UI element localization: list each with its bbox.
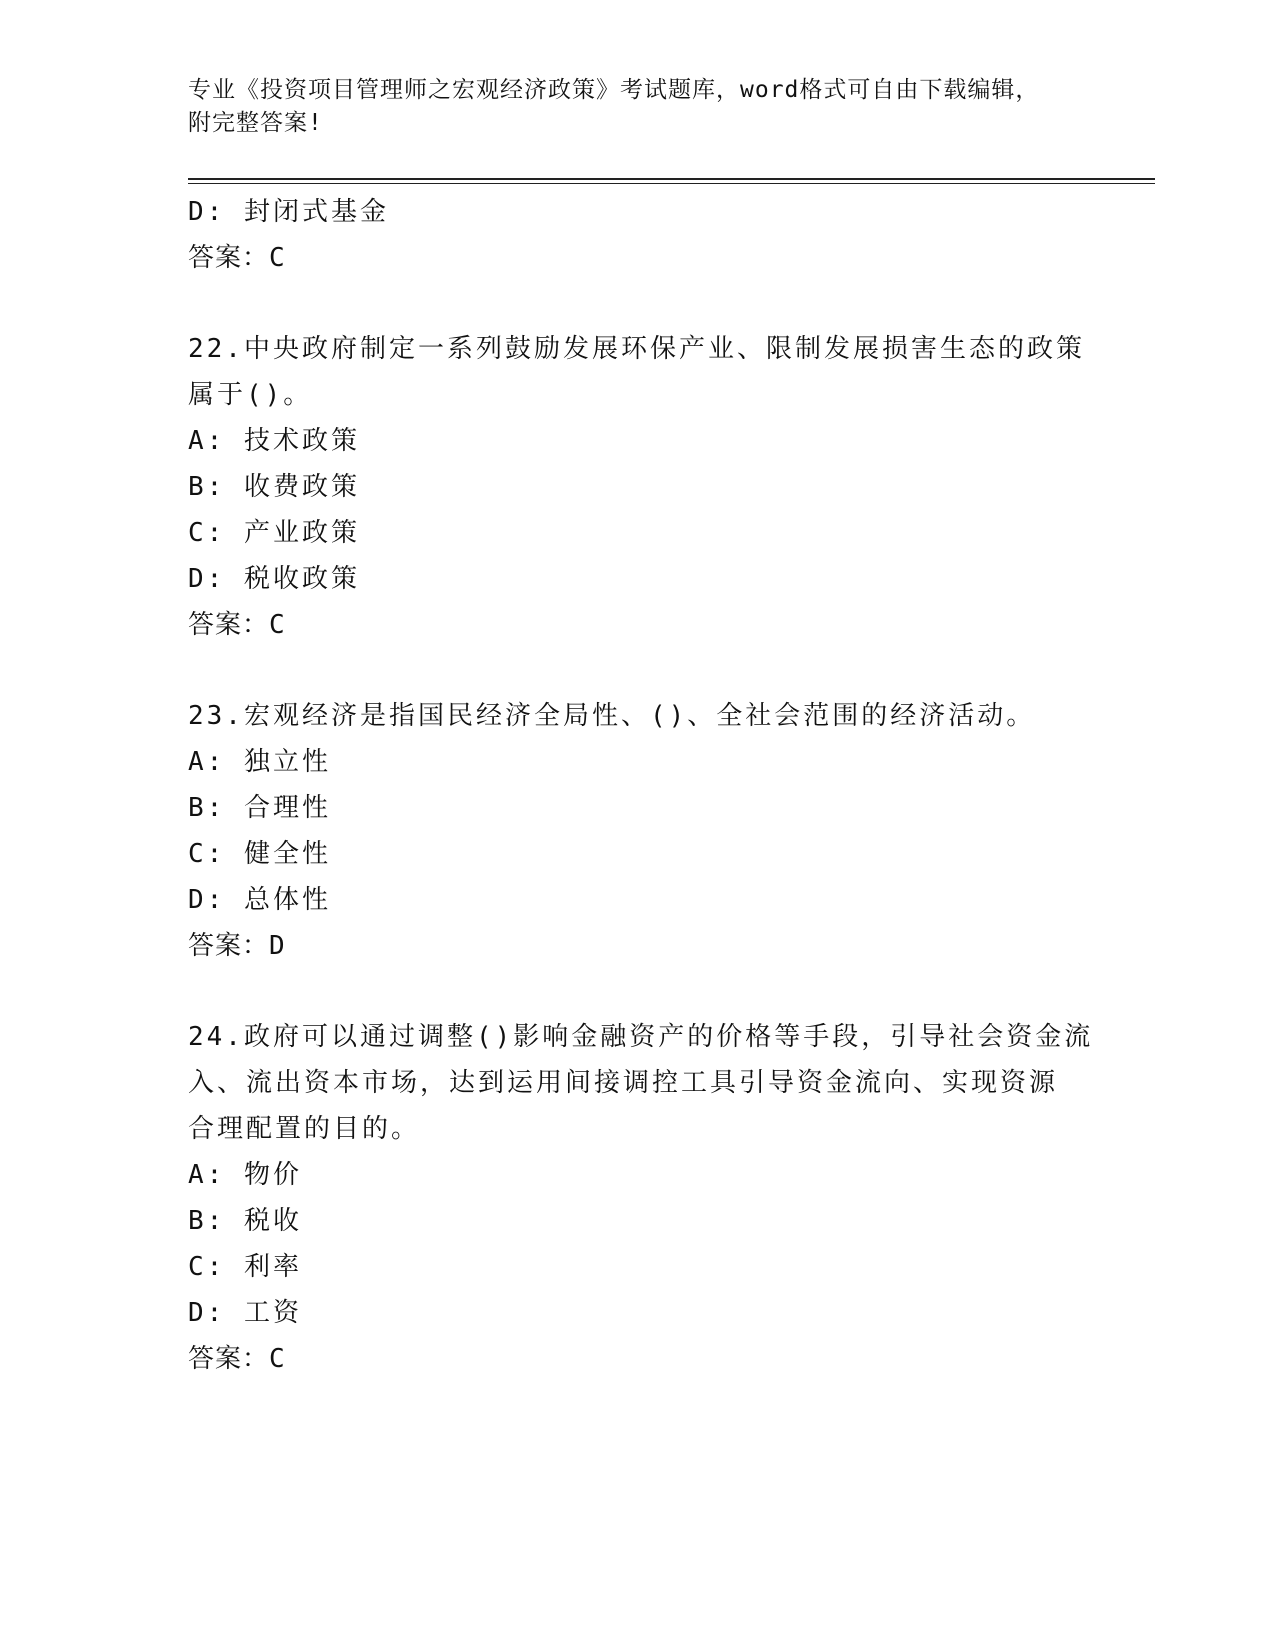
option-a: A: 独立性 — [188, 747, 331, 777]
header-divider-thin — [188, 183, 1155, 184]
option-d: D: 总体性 — [188, 885, 331, 915]
question-list — [188, 189, 1094, 1382]
answer-line: 答案：C — [188, 610, 286, 640]
option-a: A: 物价 — [188, 1160, 302, 1190]
question-stem: 23.宏观经济是指国民经济全局性、()、全社会范围的经济活动。 — [188, 701, 1036, 731]
question-22 — [188, 326, 1088, 648]
option-a: A: 技术政策 — [188, 426, 360, 456]
option-d: D: 税收政策 — [188, 564, 360, 594]
option-c: C: 利率 — [188, 1252, 302, 1282]
option-d: D: 工资 — [188, 1298, 302, 1328]
question-stem: 属于()。 — [188, 380, 313, 410]
answer-line: 答案：D — [188, 931, 286, 961]
answer-line: 答案：C — [188, 1344, 286, 1374]
answer-line: 答案：C — [188, 243, 286, 273]
carry-over-block — [188, 189, 1088, 281]
option-d: D: 封闭式基金 — [188, 197, 389, 227]
option-b: B: 合理性 — [188, 793, 331, 823]
header-divider-thick — [188, 178, 1155, 180]
option-c: C: 产业政策 — [188, 518, 360, 548]
question-stem: 入、流出资本市场，达到运用间接调控工具引导资金流向、实现资源 — [188, 1068, 1059, 1098]
question-stem: 合理配置的目的。 — [188, 1114, 421, 1144]
question-23 — [188, 693, 1088, 969]
option-b: B: 收费政策 — [188, 472, 360, 502]
question-stem: 24.政府可以通过调整()影响金融资产的价格等手段，引导社会资金流 — [188, 1022, 1094, 1052]
option-b: B: 税收 — [188, 1206, 302, 1236]
document-header — [188, 74, 1068, 140]
header-line-1: 专业《投资项目管理师之宏观经济政策》考试题库，word格式可自由下载编辑， — [188, 77, 1040, 103]
option-c: C: 健全性 — [188, 839, 331, 869]
question-stem: 22.中央政府制定一系列鼓励发展环保产业、限制发展损害生态的政策 — [188, 334, 1085, 364]
question-24 — [188, 1014, 1094, 1382]
header-line-2: 附完整答案! — [188, 110, 323, 136]
